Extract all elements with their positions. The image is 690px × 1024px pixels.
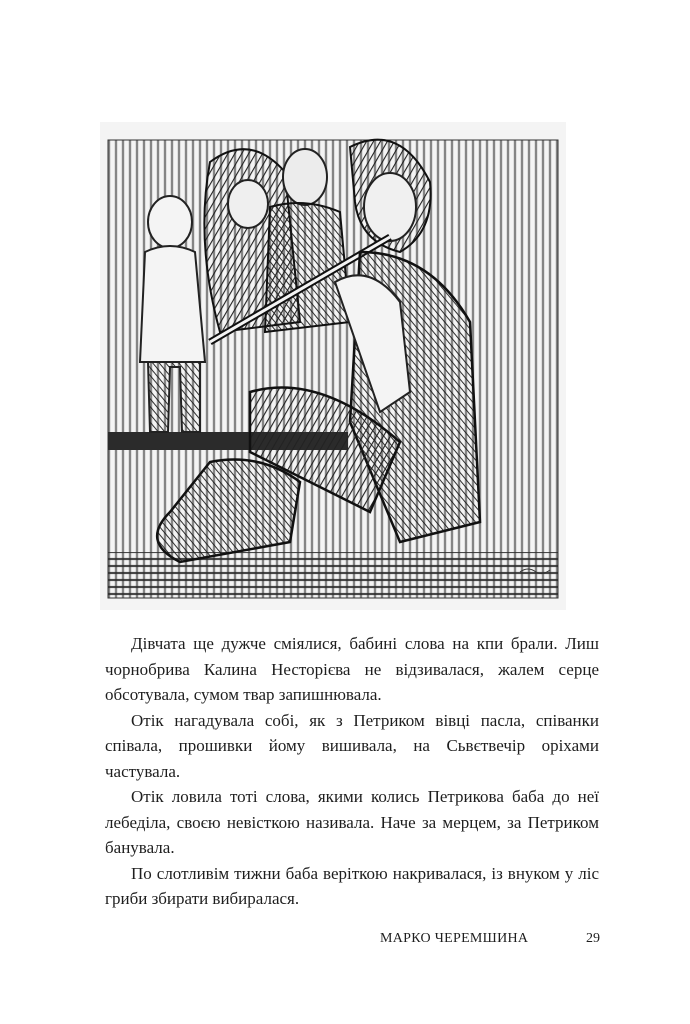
page-footer <box>380 928 600 950</box>
woodcut-illustration-flute-player-icon <box>100 122 566 610</box>
running-author: МАРКО ЧЕРЕМШИНА <box>380 931 529 946</box>
paragraph: Отік нагадувала собі, як з Петриком вівці пасла, співанки співала, прошивки йому вишивала, на Сьвєтвечір оріхами частувала. <box>105 710 599 781</box>
body-text <box>105 631 599 912</box>
paragraph: По слотливім тижни баба веріткою накривалася, із внуком у ліс гриби збирати вибиралася. <box>105 863 599 908</box>
page-number: 29 <box>586 931 600 946</box>
woodcut-illustration <box>100 122 566 610</box>
paragraph: Отік ловила тоті слова, якими колись Петрикова баба до неї лебеділа, своєю невісткою називала. Наче за мерцем, за Петриком банувала. <box>105 787 599 857</box>
paragraph: Дівчата ще дужче сміялися, бабині слова на кпи брали. Лиш чорнобрива Калина Несторієва не відзивалася, жалем серце обсотувала, сумом твар запишнювала. <box>105 634 599 704</box>
